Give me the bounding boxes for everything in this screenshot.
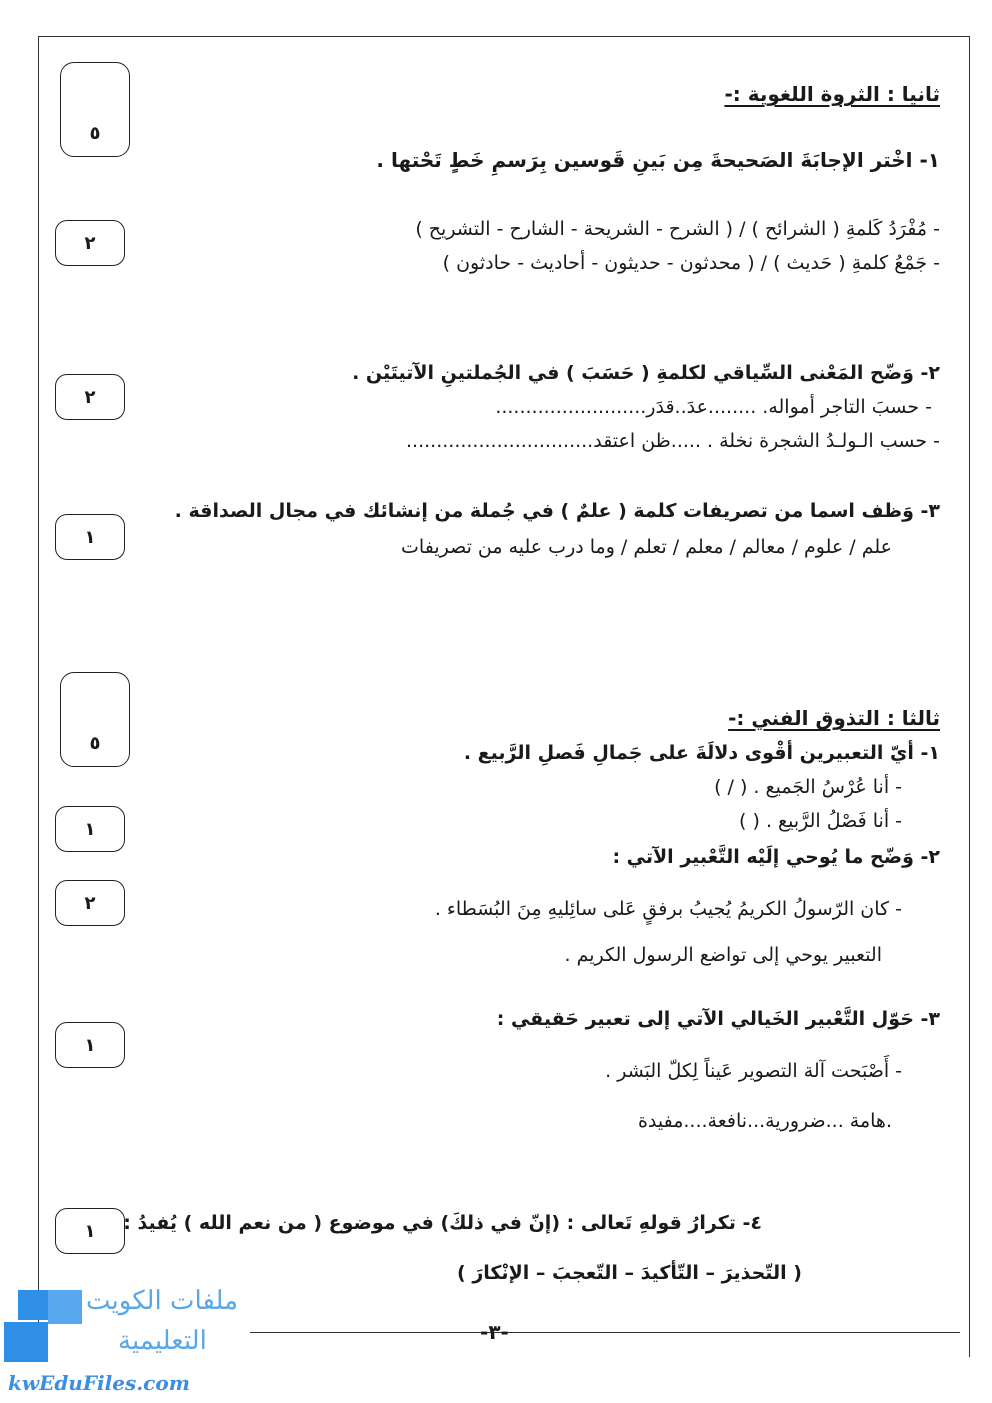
- q2-3-text: ٣- وَظف اسما من تصريفات كلمة ( علمٌ ) في جُملة من إنشائك في مجال الصداقة .: [174, 500, 940, 522]
- q2-2-line2: - حسب الـولـدُ الشجرة نخلة . .....ظن اعتقد...............................: [406, 430, 940, 452]
- footer-line: [250, 1332, 960, 1333]
- q3-1-text: ١- أيّ التعبيرين أقْوى دلالَةَ على جَمالِ فَصلِ الرَّبيع .: [463, 742, 940, 764]
- q3-3-text: ٣- حَوّل التَّعْبير الخَيالي الآتي إلى تعبير حَقيقي :: [496, 1008, 940, 1030]
- q2-2-line1: - حسبَ التاجر أمواله. ........عدَ..قدَر.........................: [495, 396, 932, 418]
- q3-2-score: ٢: [55, 880, 125, 926]
- logo-square-2: [48, 1290, 82, 1324]
- watermark-line2: التعليمية: [118, 1326, 207, 1356]
- q3-3-line1: - أَصْبَحت آلة التصوير عَيناً لِكلّ البَشر .: [605, 1060, 902, 1082]
- q3-1-line1: - أنا عُرْسُ الجَميع . ( / ): [714, 776, 902, 798]
- section2-score-box: ٥: [60, 62, 130, 157]
- q3-4-options: ( التّحذيرَ – التّأكيدَ – التّعجبَ – الإنْكارَ ): [457, 1262, 802, 1284]
- q2-1-text: ١- اخْتر الإجابَةَ الصَحيحةَ مِن بَينِ قَوسين بِرَسمِ خَطٍ تَحْتها .: [376, 148, 940, 172]
- page-number: -٣-: [480, 1320, 509, 1344]
- section2-title: ثانيا : الثروة اللغوية :-: [724, 82, 940, 106]
- section3-title: ثالثا : التذوق الفني :-: [728, 706, 940, 730]
- q3-1-score: ١: [55, 806, 125, 852]
- q3-2-line1: - كان الرّسولُ الكريمُ يُجيبُ برفقٍ عَلى سائِليهِ مِنَ البُسَطاء .: [434, 898, 902, 920]
- q2-2-text: ٢- وَضّح المَعْنى السِّياقي لكلمةِ ( حَسَبَ ) في الجُملتينِ الآتيتَيْن .: [352, 362, 940, 384]
- q3-4-score: ١: [55, 1208, 125, 1254]
- watermark-line3: kwEduFiles.com: [8, 1371, 190, 1395]
- logo-square-1: [18, 1290, 48, 1320]
- q2-1-line2: - جَمْعُ كلمةِ ( حَديث ) / ( محدثون - حديثون - أحاديث - حادثون ): [442, 252, 940, 274]
- q2-1-score: ٢: [55, 220, 125, 266]
- q2-3-score: ١: [55, 514, 125, 560]
- q3-2-text: ٢- وَضّح ما يُوحي إلَيْه التَّعْبير الآتي :: [612, 846, 940, 868]
- q3-1-line2: - أنا فَصْلُ الرَّبيع . ( ): [739, 810, 902, 832]
- q3-3-score: ١: [55, 1022, 125, 1068]
- section3-score-box: ٥: [60, 672, 130, 767]
- q3-4-text: ٤- تكرارُ قولهِ تَعالى : (إنّ في ذلكَ) في موضوع ( من نعم الله ) يُفيدُ :: [123, 1212, 762, 1234]
- q2-3-answer: علم / علوم / معالم / معلم / تعلم / وما درب عليه من تصريفات: [401, 536, 892, 558]
- q3-3-answer: .هامة ...ضرورية...نافعة....مفيدة: [637, 1110, 892, 1132]
- q2-1-line1: - مُفْرَدُ كَلمةِ ( الشرائح ) / ( الشرح - الشريحة - الشارح - التشريح ): [415, 218, 940, 240]
- watermark-line1: ملفات الكويت: [86, 1286, 239, 1316]
- logo-square-3: [4, 1322, 48, 1362]
- q2-2-score: ٢: [55, 374, 125, 420]
- q3-2-answer: التعبير يوحي إلى تواضع الرسول الكريم .: [564, 944, 882, 966]
